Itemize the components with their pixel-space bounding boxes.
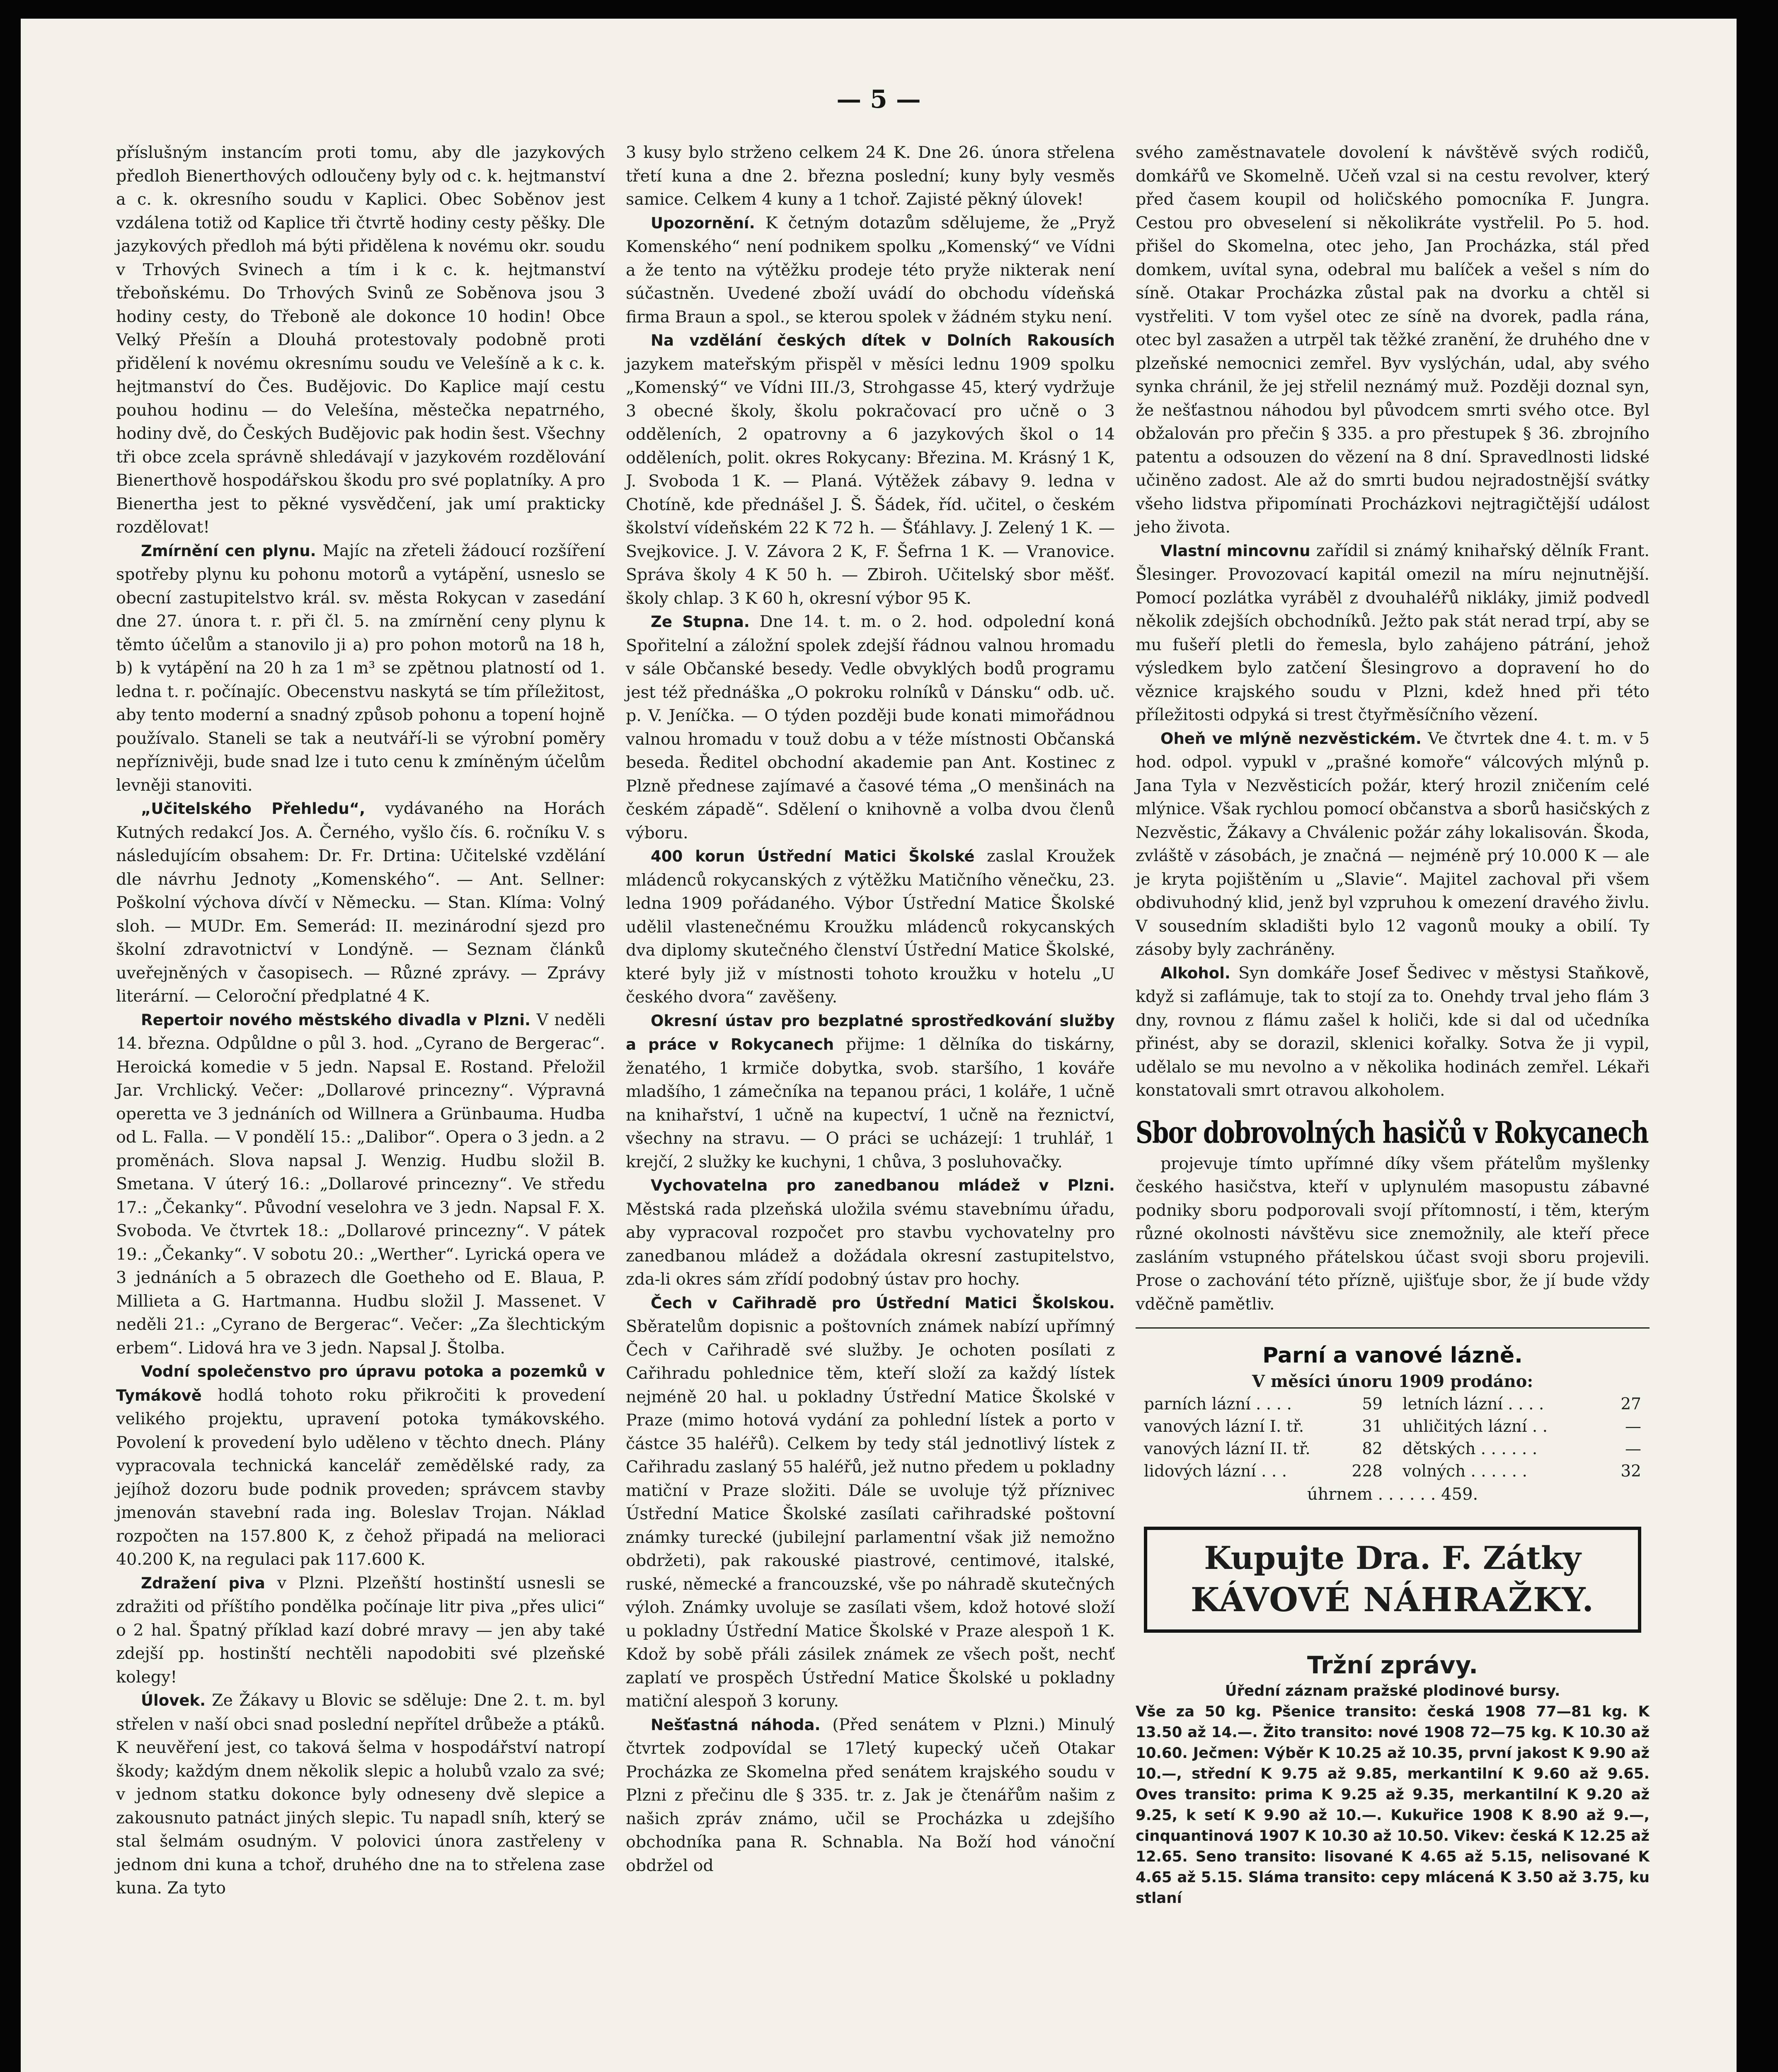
column-middle <box>626 141 1115 1877</box>
market-report <box>1136 1681 1650 1909</box>
baths-value: 31 <box>1362 1417 1383 1436</box>
baths-label: letních lázní . . . . <box>1403 1395 1544 1414</box>
article-headline: Ze Stupna. <box>651 613 750 631</box>
coffee-advertisement <box>1144 1527 1641 1633</box>
article-paragraph <box>1136 539 1650 727</box>
article-paragraph <box>626 211 1115 329</box>
article-headline: Čech v Cařihradě pro Ústřední Matici Školskou. <box>651 1294 1115 1312</box>
article-paragraph <box>1136 141 1650 539</box>
article-headline: Alkohol. <box>1160 964 1231 982</box>
baths-subtitle: V měsíci únoru 1909 prodáno: <box>1252 1372 1533 1391</box>
article-paragraph <box>1136 961 1650 1102</box>
article-text: svého zaměstnavatele dovolení k návštěvě svých rodičů, domkářů ve Skomelně. Učeň vzal si na cestu revolver, který před časem koupil od holičského pomocníka F. Jungra. Cestou pro obveselení si několikráte vystřelil. Po 5. hod. přišel do Skomelna, otec jeho, Jan Procházka, stál před domkem, uvítal syna, odebral mu balíček a vešel s ním do síně. Otakar Procházka zůstal pak na dvorku a chtěl si vystřeliti. V tom vyšel otec ze síně na dvorek, padla rána, otec byl zasažen a utrpěl tak těžké zranění, že druhého dne v plzeňské nemocnici zemřel. Byv vyslýchán, udal, aby svého synka chránil, že jej střelil neznámý muž. Později doznal syn, že nešťastnou náhodou byl původcem smrti svého otce. Byl obžalován pro přečin § 335. a pro přestupek § 36. zbrojního patentu a odsouzen do vězení na 8 dní. Spravedlnosti lidské učiněno zadost. Ale až do smrti budou nejradostnější svátky všeho lidstva připomínati Procházkovi nejtragičtější událost jeho života. <box>1136 143 1650 537</box>
article-paragraph <box>116 1571 605 1689</box>
market-title: Tržní zprávy. <box>1307 1651 1478 1679</box>
page-number: — 5 — <box>836 85 921 114</box>
article-text: K četným dotazům sdělujeme, že „Pryž Komenského“ není podnikem spolku „Komenský“ ve Vídni a že tento na výtěžku prodeje této pryže nikterak není súčastněn. Uvedené zboží uvádí do obchodu vídeňská firma Braun a spol., se kterou spolek v žádném styku není. <box>626 213 1115 327</box>
article-paragraph <box>116 1689 605 1900</box>
article-paragraph <box>626 141 1115 211</box>
baths-row <box>1403 1438 1641 1460</box>
right-column-articles <box>1136 141 1650 1102</box>
newspaper-page <box>21 19 1737 2072</box>
baths-row <box>1144 1416 1383 1438</box>
article-paragraph <box>626 329 1115 610</box>
baths-total: úhrnem . . . . . . 459. <box>1307 1485 1478 1504</box>
article-headline: Úlovek. <box>141 1692 206 1709</box>
article-headline: Vychovatelna pro zanedbanou mládež v Plzni. <box>651 1176 1115 1194</box>
article-paragraph <box>116 1360 605 1571</box>
baths-label: parních lázní . . . . <box>1144 1395 1292 1414</box>
article-text: zaslal Kroužek mládenců rokycanských z výtěžku Matičního věnečku, 23. ledna 1909 pořádaného. Výbor Ústřední Matice Školské udělil vlastenečnému Kroužku mládenců rokycanských dva diplomy skutečného členství Ústřední Matice Školské, které byly již v místnosti tohoto kroužku v hotelu „U českého dvora“ zavěšeny. <box>626 847 1115 1007</box>
article-headline: Na vzdělání českých dítek v Dolních Rakousích <box>651 332 1115 349</box>
baths-right-list <box>1403 1393 1641 1483</box>
baths-value: 27 <box>1621 1395 1641 1414</box>
article-paragraph <box>626 1174 1115 1291</box>
article-paragraph <box>1136 727 1650 961</box>
baths-report <box>1136 1341 1650 1506</box>
article-headline: Zdražení piva <box>141 1574 265 1592</box>
baths-row <box>1403 1460 1641 1483</box>
baths-value: 59 <box>1362 1395 1383 1414</box>
market-text: Vše za 50 kg. Pšenice transito: česká 1908 77—81 kg. K 13.50 až 14.—. Žito transito: nové 1908 72—75 kg. K 10.30 až 10.60. Ječmen: Výběr K 10.25 až 10.35, první jakost K 9.90 až 10.—, střední K 9.75 až 9.85, merkantilní K 9.60 až 9.65. Oves transito: prima K 9.25 až 9.35, merkantilní K 9.20 až 9.25, k setí K 9.90 až 10.—. Kukuřice 1908 K 8.90 až 9.—, cinquantinová 1907 K 10.30 až 10.50. Vikev: česká K 12.25 až 12.65. Seno transito: lisované K 4.65 až 5.15, nelisované K 4.65 až 5.15. Sláma transito: cepy mlácená K 3.50 až 3.75, ku stlaní <box>1136 1703 1650 1907</box>
article-text: v Plzni. Plzeňští hostinští usnesli se zdražiti od příštího pondělka počínaje litr piva „přes ulici“ o 2 hal. Špatný příklad kazí dobré mravy — jen aby také zdejší pp. hostinští nechtěli napodobiti své plzeňské kolegy! <box>116 1573 605 1687</box>
article-headline: Upozornění. <box>651 214 755 232</box>
article-headline: Oheň ve mlýně nezvěstickém. <box>1160 729 1422 748</box>
baths-left-list <box>1144 1393 1383 1483</box>
baths-label: uhličitých lázní . . <box>1403 1417 1548 1436</box>
article-text: 3 kusy bylo strženo celkem 24 K. Dne 26. února střelena třetí kuna a dne 2. března poslední; kuny byly vesměs samice. Celkem 4 kuny a 1 tchoř. Zajisté pěkný úlovek! <box>626 143 1115 209</box>
baths-row <box>1144 1460 1383 1483</box>
column-right <box>1136 141 1650 1909</box>
divider <box>1136 1327 1650 1329</box>
baths-label: vanových lázní I. tř. <box>1144 1417 1304 1436</box>
baths-value: — <box>1625 1417 1641 1436</box>
baths-row <box>1144 1438 1383 1460</box>
article-headline: Vodní společenstvo pro úpravu potoka a pozemků v Tymákově <box>116 1363 605 1404</box>
ad-line-1: Kupujte Dra. F. Zátky <box>1204 1539 1581 1576</box>
article-headline: „Učitelského Přehledu“, <box>141 800 366 818</box>
article-paragraph <box>116 539 605 797</box>
baths-value: 32 <box>1621 1462 1641 1481</box>
article-headline: Vlastní mincovnu <box>1160 542 1310 560</box>
baths-label: dětských . . . . . . <box>1403 1440 1538 1458</box>
fire-brigade-notice: projevuje tímto upřímné díky všem přátelům myšlenky českého hasičstva, kteří v uplynulém masopustu zábavné podniky sboru podporovali svojí přítomností, i těm, kterým různé okolnosti návštěvu sice znemožnily, ale kteří přece zasláním vstupného přátelskou účast svoji sboru projevili. Prose o zachování této přízně, ujišťuje sbor, že jí bude vždy vděčně pamětliv. <box>1136 1154 1650 1314</box>
baths-value: 228 <box>1352 1462 1383 1481</box>
baths-row <box>1144 1393 1383 1416</box>
baths-value: — <box>1625 1440 1641 1458</box>
baths-label: volných . . . . . . <box>1403 1462 1527 1481</box>
article-paragraph <box>116 797 605 1008</box>
article-text: (Před senátem v Plzni.) Minulý čtvrtek zodpovídal se 17letý kupecký učeň Otakar Procházka ze Skomelna před senátem krajského soudu v Plzni z přečinu dle § 335. tr. z. Jak je čtenářům našim z našich zpráv známo, učil se Procházka u zdejšího obchodníka pana R. Schnabla. Na Boží hod vánoční obdržel od <box>626 1715 1115 1875</box>
article-text: Dne 14. t. m. o 2. hod. odpolední koná Spořitelní a záložní spolek zdejší řádnou valnou hromadu v sále Občanské besedy. Vedle obvyklých bodů programu jest též přednáška „O pokroku rolníků v Dánsku“ odb. uč. p. V. Jeníčka. — O týden později bude konati mimořádnou valnou hromadu v touž dobu a v téže místnosti Občanská beseda. Ředitel obchodní akademie pan Ant. Kostinec z Plzně přednese zajímavé a časové téma „O menšinách na českém západě“. Sdělení o knihovně a volba dvou členů výboru. <box>626 612 1115 842</box>
baths-value: 82 <box>1362 1440 1383 1458</box>
article-text: vydávaného na Horách Kutných redakcí Jos. A. Černého, vyšlo čís. 6. ročníku V. s následujícím obsahem: Dr. Fr. Drtina: Učitelské vzdělání dle návrhu Jednoty „Komenského“. — Ant. Sellner: Poškolní výchova dívčí v Německu. — Stan. Klíma: Volný sloh. — MUDr. Em. Semerád: II. mezinárodní sjezd pro školní zdravotnictví v Londýně. — Seznam článků uveřejněných v časopisech. — Různé zprávy. — Zprávy literární. — Celoroční předplatné 4 K. <box>116 799 606 1006</box>
article-paragraph <box>626 1713 1115 1878</box>
article-text: hodlá tohoto roku přikročiti k provedení velikého projektu, upravení potoka tymákovského. Povolení k provedení bylo uděleno v těchto dnech. Plány vypracovala technická kancelář zemědělské rady, za jejíhož dozoru bude podnik proveden; správcem stavby jmenován stavební rada ing. Boleslav Trojan. Náklad rozpočten na 157.800 K, z čehož připadá na melioraci 40.200 K, na regulaci pak 117.600 K. <box>116 1385 605 1569</box>
article-headline: Repertoir nového městského divadla v Plzni. <box>141 1011 531 1029</box>
article-text: Majíc na zřeteli žádoucí rozšíření spotřeby plynu ku pohonu motorů a vytápění, usneslo se obecní zastupitelstvo král. sv. města Rokycan v zasedání dne 27. února t. r. při čl. 5. na zmírnění ceny plynu k těmto účelům a stanovilo ji a) pro pohon motorů na 18 h, b) k vytápění na 20 h za 1 m³ se zpětnou platností od 1. ledna t. r. počínajíc. Obecenstvu naskytá se tím příležitost, aby tento moderní a snadný způsob pohonu a topení hojně používalo. Staneli se tak a neutváří-li se výrobní poměry nepříznivěji, bude snad lze i tuto cenu k zmíněným účelům levněji stanoviti. <box>116 541 605 795</box>
article-text: příslušným instancím proti tomu, aby dle jazykových předloh Bienerthových odloučeny byly od c. k. hejtmanství a c. k. okresního soudu v Kaplici. Obec Soběnov jest vzdálena totiž od Kaplice tři čtvrtě hodiny cesty pěšky. Dle jazykových předloh má býti přidělena k novému okr. soudu v Trhových Svinech a tím i k c. k. hejtmanství třeboňskému. Do Trhových Svinů ze Soběnova jsou 3 hodiny cesty, do Třeboně ale dokonce 10 hodin! Obce Velký Přešín a Dlouhá protestovaly podobně proti přidělení k novému okresnímu soudu ve Velešíně a k c. k. hejtmanství do Čes. Budějovic. Do Kaplice mají cestu pouhou hodinu — do Velešína, městečka nepatrného, hodiny dvě, do Českých Budějovic pak hodin šest. Všechny tři obce zcela správně shledávají v jazykovém rozdělování Bienerthově hospodářskou škodu pro své poplatníky. A pro Bienertha jest to pěkné vysvědčení, jak umí prakticky rozdělovat! <box>116 143 605 537</box>
baths-stats <box>1144 1393 1641 1483</box>
article-text: Sběratelům dopisnic a poštovních známek nabízí upřímný Čech v Cařihradě své služby. Je ochoten posílati z Cařihradu pohlednice těm, kteří složí za každý lístek nejméně 20 hal. u pokladny Ústřední Matice Školské v Praze (mimo hotová vydání za pohlední lístek a porto v částce 35 haléřů). Celkem by tedy stál jednotlivý lístek z Cařihradu zaslaný 55 haléřů, jež nutno předem u pokladny matiční v Praze složiti. Dále se uvoluje týž příznivec Ústřední Matice Školské zasílati cařihradské poštovní známky turecké (jubilejní parlamentní však již nemožno obdržeti), pak rakouské piastrové, centimové, italské, ruské, německé a francouzské, vše po náhradě skutečných výloh. Známky uvoluje se zasílati všem, kdož hotové složí u pokladny Ústřední Matice Školské v Praze alespoň 1 K. Kdož by sobě přáli zásilek známek ze všech pošt, nechť zaplatí ve prospěch Ústřední Matice Školské u pokladny matiční alespoň 3 koruny. <box>626 1317 1115 1711</box>
baths-row <box>1403 1393 1641 1416</box>
article-text: V neděli 14. března. Odpůldne o půl 3. hod. „Cyrano de Bergerac“. Heroická komedie v 5 jedn. Napsal E. Rostand. Přeložil Jar. Vrchlický. Večer: „Dollarové princezny“. Výpravná operetta ve 3 jednáních od Willnera a Grünbauma. Hudba od L. Falla. — V pondělí 15.: „Dalibor“. Opera o 3 jedn. a 2 proměnách. Slova napsal J. Wenzig. Hudbu složil B. Smetana. V úterý 16.: „Dollarové princezny“. Ve středu 17.: „Čekanky“. Původní veselohra ve 3 jedn. Napsal F. X. Svoboda. Ve čtvrtek 18.: „Dollarové princezny“. V pátek 19.: „Čekanky“. V sobotu 20.: „Werther“. Lyrická opera ve 3 jednáních a 5 obrazech dle Goetheho od E. Blaua, P. Millieta a G. Hartmanna. Hudbu složil J. Massenet. V neděli 21.: „Cyrano de Bergerac“. Večer: „Za šlechtickým erbem“. Lidová hra ve 3 jedn. Napsal J. Štolba. <box>116 1010 605 1358</box>
article-headline: Nešťastná náhoda. <box>651 1716 821 1734</box>
market-lead: Úřední záznam pražské plodinové bursy. <box>1225 1682 1560 1699</box>
column-left <box>116 141 605 1900</box>
article-paragraph <box>626 845 1115 1009</box>
article-headline: Zmírnění cen plynu. <box>141 542 316 560</box>
article-text: Městská rada plzeňská uložila svému stavebnímu úřadu, aby vypracoval rozpočet pro stavbu vychovatelny pro zanedbanou mládež a dožádala okresní zastupitelstvo, zda-li okres sám zřídí podobný ústav pro hochy. <box>626 1199 1115 1289</box>
article-text: jazykem mateřským přispěl v měsíci lednu 1909 spolku „Komenský“ ve Vídni III./3, Strohgasse 45, který vydržuje 3 obecné školy, školu pokračovací pro učně o 3 odděleních, 2 opatrovny a 6 jazykových škol o 14 odděleních, polit. okres Rokycany: Březina. M. Krásný 1 K, J. Svoboda 1 K. — Planá. Výtěžek zábavy 9. ledna v Chotíně, kde přednášel J. Š. Šádek, říd. učitel, o českém školství vídeňském 22 K 72 h. — Šťáhlavy. J. Zelený 1 K. — Svejkovice. J. V. Závora 2 K, F. Šefrna 1 K. — Vranovice. Správa školy 4 K 50 h. — Zbiroh. Učitelský sbor měšť. školy chlap. 3 K 60 h, okresní výbor 95 K. <box>626 354 1115 608</box>
article-text: přijme: 1 dělníka do tiskárny, ženatého, 1 krmiče dobytka, svob. staršího, 1 kováře mladšího, 1 zámečníka na tepanou práci, 1 koláře, 1 učně na knihařství, 1 učně na kupectví, 1 učně na řeznictví, všechny na stravu. — O práci se ucházejí: 1 truhlář, 1 krejčí, 2 služky ke kuchyni, 1 chůva, 3 posluhovačky. <box>626 1035 1115 1172</box>
article-paragraph <box>626 610 1115 845</box>
article-paragraph <box>626 1291 1115 1713</box>
baths-label: vanových lázní II. tř. <box>1144 1440 1310 1458</box>
article-text: Ve čtvrtek dne 4. t. m. v 5 hod. odpol. vypukl v „prašné komoře“ válcových mlýnů p. Jana Tyla v Nezvěsticích požár, který hrozil zničením celé mlýnice. Však rychlou pomocí občanstva a sborů hasičských z Nezvěstic, Žákavy a Chválenic požár záhy lokalisován. Škoda, zvláště v zásobách, je značná — nejméně prý 10.000 K — ale je kryta pojištěním u „Slavie“. Majitel zachoval při všem obdivuhodný klid, jenž byl vzpruhou k omezení dravého živlu. V sousedním skladišti bylo 12 vagonů mouky a obilí. Ty zásoby byly zachráněny. <box>1136 729 1650 959</box>
article-headline: 400 korun Ústřední Matici Školské <box>651 847 975 865</box>
article-paragraph <box>116 141 605 539</box>
baths-title: Parní a vanové lázně. <box>1262 1343 1523 1368</box>
article-text: Ze Žákavy u Blovic se sděluje: Dne 2. t. m. byl střelen v naší obci snad poslední nepřítel drůbeže a ptáků. K neuvěření jest, co taková šelma v hospodářství natropí škody; každým dnem několik slepic a holubů vzalo za své; v jednom statku dokonce byly odneseny dvě slepice a zakousnuto patnáct jiných slepic. Tu napadl sníh, který se stal šelmám osudným. V polovici února zastřeleny v jednom dni kuna a tchoř, druhého dne na to střelena zase kuna. Za tyto <box>116 1691 605 1898</box>
article-text: Syn domkáře Josef Šedivec v městysi Staňkově, když si zaflámuje, tak to stojí za to. Onehdy trval jeho flám 3 dny, rovnou z flámu zašel k holiči, kde si dal od učedníka přinést, aby se dorazil, sklenici kořalky. Sotva že ji vypil, udělalo se mu nevolno a v několika hodinách zemřel. Lékaři konstatovali smrt otravou alkoholem. <box>1136 963 1650 1100</box>
article-paragraph <box>116 1008 605 1360</box>
ad-line-2: KÁVOVÉ NÁHRAŽKY. <box>1190 1580 1595 1619</box>
article-headline: Okresní ústav pro bezplatné sprostředkování služby a práce v Rokycanech <box>626 1012 1115 1053</box>
article-paragraph <box>626 1009 1115 1174</box>
article-text: zařídil si známý knihařský dělník Frant. Šlesinger. Provozovací kapitál omezil na míru nejnutnější. Pomocí pozlátka vyráběl z dvouhaléřů nikláky, jimiž podvedl několik zdejších obchodníků. Ježto pak stát nerad trpí, aby se mu fušeří pletli do řemesla, bylo zahájeno pátrání, jehož výsledkem bylo zatčení Šlesingrovo a dopravení ho do věznice krajského soudu v Plzni, kdež hned při této příležitosti odpyká si trest čtyřměsíčního vězení. <box>1136 541 1650 724</box>
baths-row <box>1403 1416 1641 1438</box>
fire-brigade-heading: Sbor dobrovolných hasičů v Rokycanech <box>1136 1114 1648 1150</box>
baths-label: lidových lázní . . . <box>1144 1462 1287 1481</box>
